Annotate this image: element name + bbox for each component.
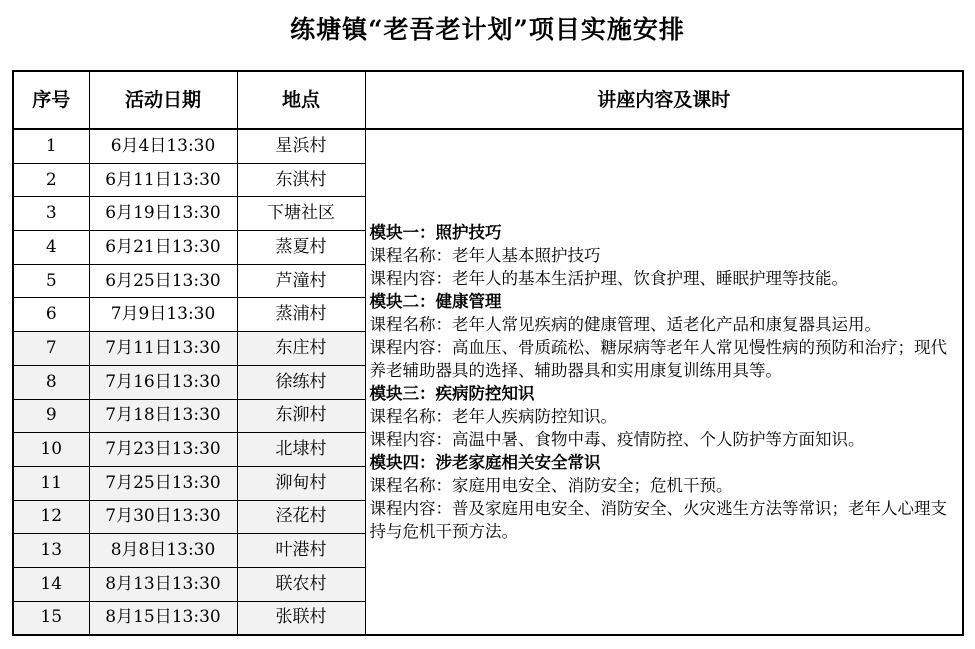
row-place: 叶港村	[237, 534, 365, 568]
module-4-title: 模块四：涉老家庭相关安全常识	[369, 453, 601, 473]
row-no: 11	[13, 466, 89, 500]
row-no: 12	[13, 500, 89, 534]
header-no: 序号	[13, 71, 89, 129]
row-date: 8月8日13:30	[89, 534, 237, 568]
row-place: 下塘社区	[237, 197, 365, 231]
row-date: 7月25日13:30	[89, 466, 237, 500]
module-4-name: 课程名称：家庭用电安全、消防安全；危机干预。	[369, 476, 733, 496]
row-no: 8	[13, 365, 89, 399]
header-place: 地点	[237, 71, 365, 129]
lecture-content	[365, 129, 963, 635]
row-date: 6月4日13:30	[89, 129, 237, 163]
row-place: 联农村	[237, 567, 365, 601]
module-2-title: 模块二：健康管理	[369, 292, 502, 312]
row-date: 7月9日13:30	[89, 298, 237, 332]
row-date: 6月21日13:30	[89, 231, 237, 265]
row-no: 3	[13, 197, 89, 231]
row-date: 8月13日13:30	[89, 567, 237, 601]
row-no: 2	[13, 163, 89, 197]
module-3-name: 课程名称：老年人疾病防控知识。	[369, 407, 617, 427]
row-no: 13	[13, 534, 89, 568]
module-2-name: 课程名称：老年人常见疾病的健康管理、适老化产品和康复器具运用。	[369, 315, 881, 335]
row-place: 张联村	[237, 601, 365, 635]
table-row	[13, 129, 963, 163]
row-place: 芦潼村	[237, 264, 365, 298]
row-date: 7月23日13:30	[89, 433, 237, 467]
row-no: 15	[13, 601, 89, 635]
row-date: 6月11日13:30	[89, 163, 237, 197]
module-1-desc: 课程内容：老年人的基本生活护理、饮食护理、睡眠护理等技能。	[369, 269, 848, 289]
page-title: 练塘镇“老吾老计划”项目实施安排	[290, 15, 685, 44]
module-1-name: 课程名称：老年人基本照护技巧	[369, 246, 601, 266]
table-header-row	[13, 71, 963, 129]
row-no: 7	[13, 332, 89, 366]
row-place: 东泖村	[237, 399, 365, 433]
row-date: 7月16日13:30	[89, 365, 237, 399]
row-date: 8月15日13:30	[89, 601, 237, 635]
row-date: 7月18日13:30	[89, 399, 237, 433]
header-content: 讲座内容及课时	[365, 71, 963, 129]
row-place: 东庄村	[237, 332, 365, 366]
row-place: 泖甸村	[237, 466, 365, 500]
row-place: 北埭村	[237, 433, 365, 467]
module-2-desc: 课程内容：高血压、骨质疏松、糖尿病等老年人常见慢性病的预防和治疗；现代养老辅助器具的选择、辅助器具和实用康复训练用具等。	[369, 338, 947, 381]
row-place: 东淇村	[237, 163, 365, 197]
row-date: 7月11日13:30	[89, 332, 237, 366]
row-place: 星浜村	[237, 129, 365, 163]
row-place: 徐练村	[237, 365, 365, 399]
row-date: 7月30日13:30	[89, 500, 237, 534]
row-no: 9	[13, 399, 89, 433]
module-1-title: 模块一：照护技巧	[369, 223, 502, 243]
row-date: 6月19日13:30	[89, 197, 237, 231]
row-place: 蒸浦村	[237, 298, 365, 332]
row-no: 6	[13, 298, 89, 332]
module-3-desc: 课程内容：高温中暑、食物中毒、疫情防控、个人防护等方面知识。	[369, 430, 865, 450]
row-place: 蒸夏村	[237, 231, 365, 265]
row-no: 5	[13, 264, 89, 298]
header-date: 活动日期	[89, 71, 237, 129]
row-no: 14	[13, 567, 89, 601]
row-no: 4	[13, 231, 89, 265]
row-no: 1	[13, 129, 89, 163]
schedule-table	[12, 70, 964, 636]
module-3-title: 模块三：疾病防控知识	[369, 384, 535, 404]
row-date: 6月25日13:30	[89, 264, 237, 298]
module-4-desc: 课程内容：普及家庭用电安全、消防安全、火灾逃生方法等常识；老年人心理支持与危机干预方法。	[369, 499, 947, 542]
row-no: 10	[13, 433, 89, 467]
row-place: 泾花村	[237, 500, 365, 534]
